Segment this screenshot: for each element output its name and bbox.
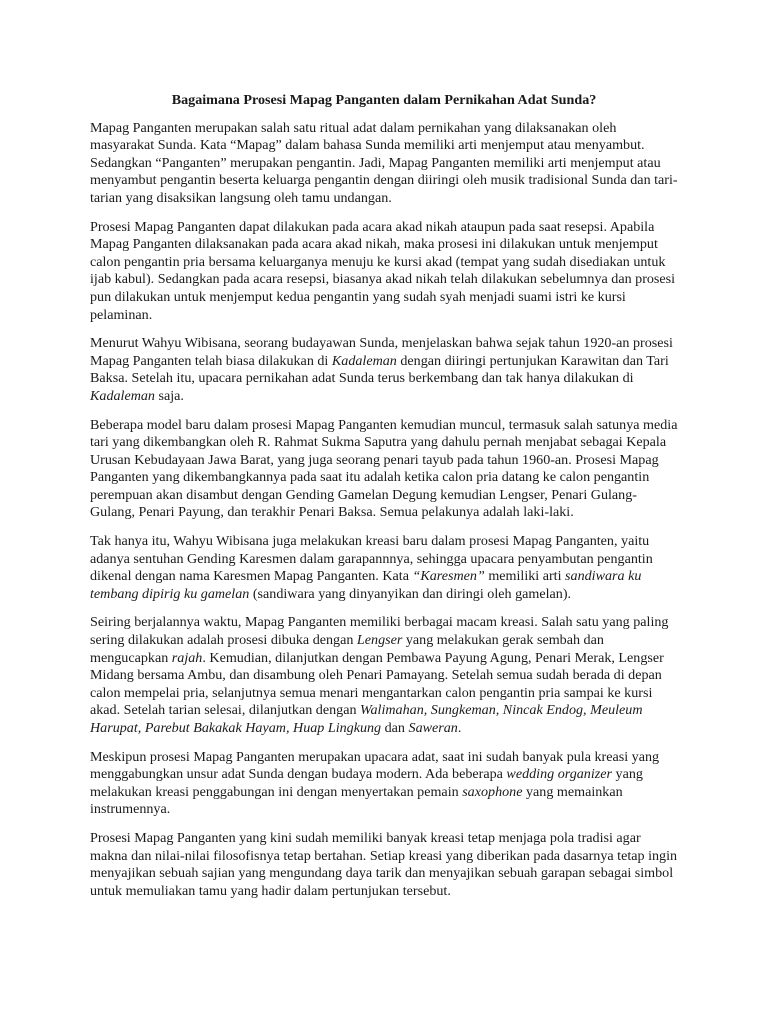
paragraph-text: Prosesi Mapag Panganten yang kini sudah memiliki banyak kreasi tetap menjaga pola tradisi agar makna dan nilai-nilai filosofisnya tetap bertahan. Setiap kreasi yang diberikan pada dasarnya tetap ingin menyajikan sebuah sajian yang mengundang daya tarik dan menyajikan sebuah garapan sebagai simbol untuk memuliakan tamu yang hadir dalam pertunjukan tersebut. <box>90 829 678 899</box>
paragraph <box>90 614 678 737</box>
italic-text: Kadaleman <box>331 352 397 369</box>
paragraph <box>90 417 678 523</box>
italic-text: rajah <box>171 649 203 666</box>
paragraph <box>90 335 678 405</box>
paragraph-text: Menurut Wahyu Wibisana, seorang budayawan Sunda, menjelaskan bahwa sejak tahun 1920-an prosesi Mapag Panganten telah biasa dilakukan di <box>90 335 673 369</box>
paragraph <box>90 830 678 900</box>
paragraph-text: Mapag Panganten merupakan salah satu ritual adat dalam pernikahan yang dilaksanakan oleh masyarakat Sunda. Kata “Mapag” dalam bahasa Sunda memiliki arti menjemput atau menyambut. Sedangkan “Panganten” merupakan pengantin. Jadi, Mapag Panganten memiliki arti menjemput atau menyambut pengantin beserta keluarga pengantin dengan diiringi oleh musik tradisional Sunda dan tari-tarian yang disaksikan langsung oleh tamu undangan. <box>90 119 678 206</box>
paragraph-text: dengan diiringi pertunjukan Karawitan dan Tari Baksa. Setelah itu, upacara pernikahan adat Sunda terus berkembang dan tak hanya dilakukan di <box>90 352 669 387</box>
paragraph-text: Prosesi Mapag Panganten dapat dilakukan pada acara akad nikah ataupun pada saat resepsi. Apabila Mapag Panganten dilaksanakan pada acara akad nikah, maka prosesi ini dilakukan untuk menjemput calon pengantin pria bersama keluarganya menuju ke kursi akad (tempat yang sudah disediakan untuk ijab kabul). Sedangkan pada acara resepsi, biasanya akad nikah telah dilakukan sebelumnya dan prosesi pun dilakukan untuk menjemput kedua pengantin yang sudah syah menjadi suami istri ke kursi pelaminan. <box>90 218 676 323</box>
italic-text: “Karesmen” <box>412 568 485 585</box>
italic-text: wedding organizer <box>506 766 612 783</box>
italic-text: saxophone <box>462 783 523 800</box>
italic-text: Lengser <box>356 632 403 649</box>
document-title: Bagaimana Prosesi Mapag Panganten dalam Pernikahan Adat Sunda? <box>171 92 597 108</box>
paragraph-text: yang melakukan kreasi penggabungan ini dengan menyertakan pemain <box>90 766 643 800</box>
paragraph <box>90 749 678 819</box>
paragraph-text: Beberapa model baru dalam prosesi Mapag Panganten kemudian muncul, termasuk salah satunya media tari yang dikembangkan oleh R. Rahmat Sukma Saputra yang dahulu pernah menjabat sebagai Kepala Urusan Kebudayaan Jawa Barat, yang juga seorang penari tayub pada tahun 1960-an. Prosesi Mapag Panganten yang dikembangkannya pada saat itu adalah ketika calon pria datang ke calon pengantin perempuan akan disambut dengan Gending Gamelan Degung kemudian Lengser, Penari Gulang-Gulang, Penari Payung, dan terakhir Penari Baksa. Semua pelakunya adalah laki-laki. <box>90 416 678 521</box>
paragraph <box>90 533 678 603</box>
paragraph <box>90 120 678 208</box>
paragraph-text: Seiring berjalannya waktu, Mapag Panganten memiliki berbagai macam kreasi. Salah satu yang paling sering dilakukan adalah prosesi dibuka dengan <box>90 614 669 649</box>
italic-text: Walimahan, Sungkeman, Nincak Endog, Meuleum Harupat, Parebut Bakakak Hayam, Huap Lingkung <box>90 702 643 736</box>
paragraph-text: . <box>457 720 462 736</box>
paragraph-text: memiliki arti <box>484 568 566 585</box>
paragraph-text: Tak hanya itu, Wahyu Wibisana juga melakukan kreasi baru dalam prosesi Mapag Panganten, yaitu adanya sentuhan Gending Karesmen dalam garapannnya, sehingga upacara penyambutan pengantin dikenal dengan nama Karesmen Mapag Panganten. Kata <box>90 533 653 585</box>
paragraph-text: dan <box>381 720 409 736</box>
paragraph-text: . Kemudian, dilanjutkan dengan Pembawa Payung Agung, Penari Merak, Lengser Midang bersama Ambu, dan disambung oleh Penari Pamayang. Setelah semua sudah berada di depan calon mempelai pria, selanjutnya semua menari mengantarkan calon pengantin pria sampai ke kursi akad. Setelah tarian selesai, dilanjutkan dengan <box>90 649 664 719</box>
paragraph-text: (sandiwara yang dinyanyikan dan diringi oleh gamelan). <box>249 585 572 602</box>
paragraph-text: yang melakukan gerak sembah dan mengucapkan <box>90 632 604 666</box>
italic-text: Saweran <box>408 720 458 736</box>
paragraph-text: saja. <box>154 387 184 404</box>
paragraph <box>90 219 678 325</box>
document-body <box>90 120 678 901</box>
paragraph-text: yang memainkan instrumennya. <box>90 783 623 818</box>
paragraph-text: Meskipun prosesi Mapag Panganten merupakan upacara adat, saat ini sudah banyak pula kreasi yang menggabungkan unsur adat Sunda dengan budaya modern. Ada beberapa <box>90 748 660 783</box>
document-page <box>90 92 678 911</box>
italic-text: sandiwara ku tembang dipirig ku gamelan <box>90 568 642 602</box>
italic-text: Kadaleman <box>90 387 155 404</box>
